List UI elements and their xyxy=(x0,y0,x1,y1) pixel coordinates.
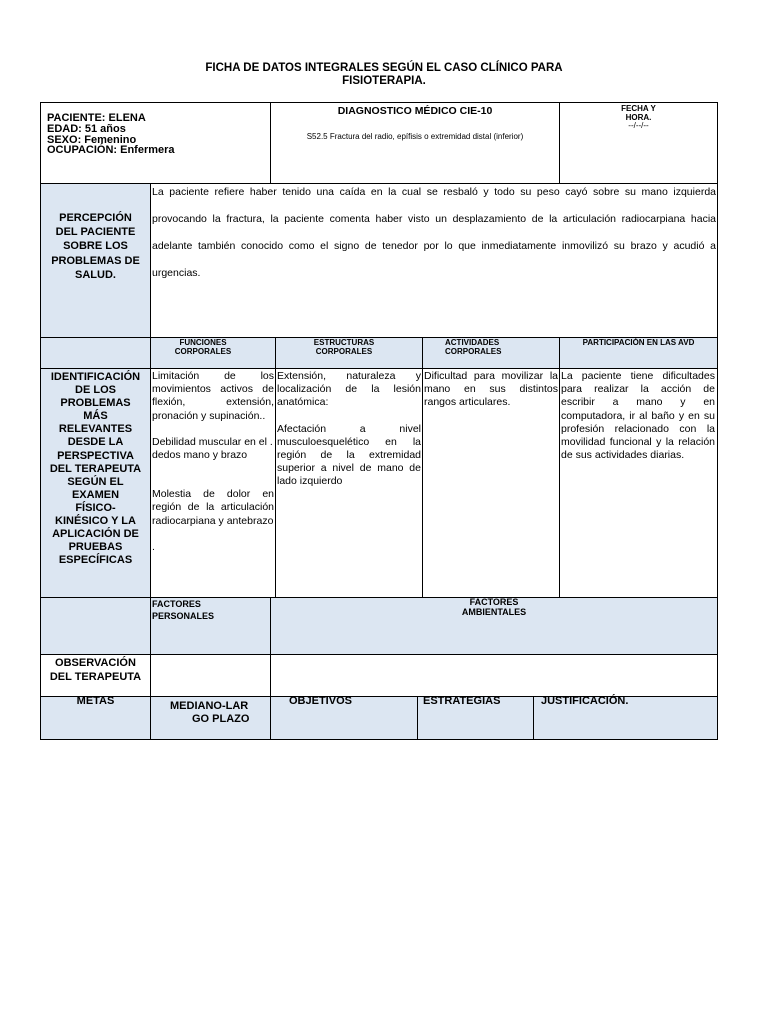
identification-label-line: PERSPECTIVA xyxy=(57,449,134,462)
document-title xyxy=(160,62,608,88)
goals-estrategias-cell xyxy=(417,696,534,740)
identification-label xyxy=(41,371,150,567)
goals-metas-cell xyxy=(40,696,151,740)
perception-label xyxy=(41,211,150,282)
perception-label-line: PERCEPCIÓN xyxy=(59,212,132,224)
observation-text-cell xyxy=(270,654,718,697)
observation-label-line1: OBSERVACIÓN xyxy=(55,657,136,669)
date-heading-line1: FECHA Y xyxy=(621,104,656,113)
identification-label-line: FÍSICO- xyxy=(75,501,116,514)
identification-label-line: RELEVANTES xyxy=(58,423,133,436)
date-heading-line2: HORA. xyxy=(625,112,652,122)
identification-label-line: EXAMEN xyxy=(71,488,120,501)
goals-term-line1: MEDIANO-LAR xyxy=(170,700,249,712)
personal-factors-cell xyxy=(150,597,271,655)
identification-label-line: IDENTIFICACIÓN xyxy=(50,371,141,383)
functions-item: . xyxy=(152,540,155,553)
observation-label-cell xyxy=(40,654,151,697)
goals-estrategias-label: ESTRATEGIAS xyxy=(423,695,501,707)
header-structures-line1: ESTRUCTURAS xyxy=(313,338,375,347)
date-cell xyxy=(559,102,718,184)
document-title-line1: FICHA DE DATOS INTEGRALES SEGÚN EL CASO CLÍNICO PARA xyxy=(205,62,563,74)
participation-text: La paciente tiene dificultades para realizar la acción de escribir a mano y en computadora, ir al baño y en su profesión relacionado con la movilidad funcional y la relación de sus actividades diarias. xyxy=(561,370,715,462)
goals-objetivos-label: OBJETIVOS xyxy=(289,695,352,707)
goals-justificacion-cell xyxy=(533,696,718,740)
identification-label-line: APLICACIÓN DE xyxy=(52,528,139,541)
observation-mid-cell xyxy=(150,654,271,697)
environmental-factors-cell xyxy=(270,597,718,655)
identification-label-line: DEL TERAPEUTA xyxy=(49,462,142,475)
functions-cell xyxy=(150,368,276,598)
activities-cell xyxy=(422,368,560,598)
perception-text: La paciente refiere haber tenido una caída en la cual se resbaló y todo su peso cayó sobre su mano izquierda provocando la fractura, la paciente comenta haber visto un desplazamiento de la articulación radiocarpiana hacia adelante también conocido como el signo de tenedor por lo que inmediatamente inmovilizó su brazo y acudió a urgencias. xyxy=(152,186,716,279)
goals-metas-label: METAS xyxy=(76,695,115,707)
diagnosis-cell xyxy=(270,102,560,184)
structures-cell xyxy=(275,368,423,598)
header-blank-cell xyxy=(40,337,151,369)
personal-factors-line1: FACTORES xyxy=(152,599,201,609)
document-title-line2: FISIOTERAPIA. xyxy=(342,75,426,87)
patient-name: PACIENTE: ELENA xyxy=(47,112,146,124)
functions-item: Molestia de dolor en región de la articulación radiocarpiana y antebrazo xyxy=(152,488,274,527)
diagnosis-text: S52.5 Fractura del radio, epífisis o extremidad distal (inferior) xyxy=(306,132,524,141)
perception-label-line: SOBRE LOS xyxy=(63,240,128,253)
goals-term-line2: GO PLAZO xyxy=(192,713,250,725)
identification-label-line: ESPECÍFICAS xyxy=(58,554,133,567)
identification-label-line: KINÉSICO Y LA xyxy=(55,515,136,528)
participation-cell xyxy=(559,368,718,598)
identification-label-line: DE LOS xyxy=(75,384,116,397)
patient-sex: SEXO: Femenino xyxy=(47,133,137,146)
header-participation xyxy=(559,337,718,369)
header-functions-line1: FUNCIONES xyxy=(179,338,227,347)
date-value: --/--/-- xyxy=(628,121,649,130)
header-structures-line2: CORPORALES xyxy=(315,347,373,356)
functions-item: Debilidad muscular en el . dedos mano y brazo xyxy=(152,435,273,462)
environmental-factors-line1: FACTORES xyxy=(469,597,519,607)
patient-age: EDAD: 51 años xyxy=(47,123,126,136)
header-participation-label: PARTICIPACIÓN EN LAS AVD xyxy=(582,338,695,347)
structures-item: Extensión, naturaleza y localización de la lesión anatómica: xyxy=(277,370,421,409)
identification-label-line: MÁS xyxy=(83,410,108,423)
identification-label-line: PROBLEMAS xyxy=(60,397,131,410)
goals-justificacion-label: JUSTIFICACIÓN. xyxy=(541,695,629,707)
functions-item: Limitación de los movimientos activos de flexión, extensión, pronación y supinación.. xyxy=(152,370,274,422)
header-functions xyxy=(150,337,276,369)
patient-info-cell xyxy=(40,102,271,184)
structures-item: Afectación a nivel musculoesquelético en la región de la extremidad superior a nivel de mano de lado izquierdo xyxy=(277,422,421,488)
header-activities xyxy=(422,337,560,369)
perception-text-cell xyxy=(150,183,718,338)
identification-label-line: SEGÚN EL xyxy=(67,475,124,488)
goals-objetivos-cell xyxy=(270,696,418,740)
header-functions-line2: CORPORALES xyxy=(174,347,232,356)
identification-label-line: DESDE LA xyxy=(67,436,124,449)
header-structures xyxy=(275,337,423,369)
header-activities-line2: CORPORALES xyxy=(445,347,502,356)
factors-blank-cell xyxy=(40,597,151,655)
personal-factors-line2: PERSONALES xyxy=(152,610,215,621)
patient-occupation: OCUPACIÓN: Enfermera xyxy=(47,144,175,157)
activities-text: Dificultad para movilizar la mano en sus distintos rangos articulares. xyxy=(424,370,558,409)
header-activities-line1: ACTIVIDADES xyxy=(445,338,500,347)
perception-label-cell xyxy=(40,183,151,338)
identification-label-line: PRUEBAS xyxy=(68,541,123,554)
identification-label-cell xyxy=(40,368,151,598)
environmental-factors-line2: AMBIENTALES xyxy=(461,607,527,617)
observation-label-line2: DEL TERAPEUTA xyxy=(49,670,142,683)
goals-term-cell xyxy=(150,696,271,740)
perception-label-line: DEL PACIENTE xyxy=(55,226,136,239)
perception-label-line: SALUD. xyxy=(75,268,116,281)
perception-label-line: PROBLEMAS DE xyxy=(51,254,140,267)
diagnosis-heading: DIAGNOSTICO MÉDICO CIE-10 xyxy=(337,105,493,117)
